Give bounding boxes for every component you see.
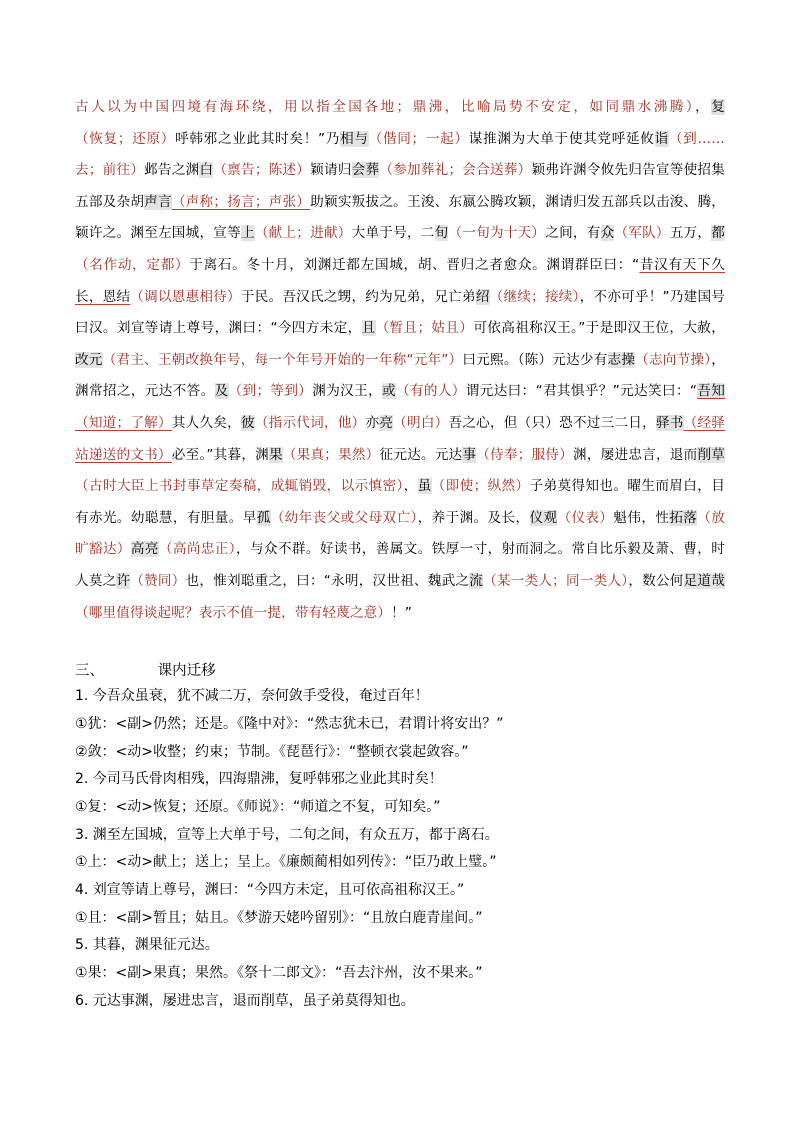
term-gloss: （到；等到） [228, 383, 313, 400]
passage-text: 谓元达曰：“君其惧乎？”元达笑曰：“ [465, 383, 698, 400]
exercise-sentence: 1. 今吾众虽衰，犹不减二万，奈何敛手受役，奄过百年！ [75, 688, 429, 705]
annotated-term: 高亮 [130, 541, 159, 558]
term-gloss: （偕同；一起） [368, 130, 469, 147]
word-explanation: ①犹：<副>仍然；还是。《隆中对》：“然志犹未已，君谓计将安出？” [75, 715, 504, 732]
passage-text: 魁伟，性 [613, 509, 670, 526]
passage-text: 必至。”其暮，渊 [171, 446, 269, 463]
annotated-term: 相与 [340, 130, 369, 147]
passage-text: 其人久矣， [171, 414, 241, 431]
annotated-term: 驿书 [655, 414, 684, 431]
word-explanation: ①且：<副>暂且；姑且。《梦游天姥吟留别》：“且放白鹿青崖间。” [75, 909, 483, 926]
term-gloss: （赞同） [130, 572, 186, 589]
term-gloss: （哪里值得谈起呢？表示不值一提，带有轻蔑之意） [75, 604, 392, 621]
passage-text: 也，惟刘聪重之，曰：“永明，汉世祖、魏武之 [185, 572, 470, 589]
passage-text: 于民。吾汉氏之甥，约为兄弟，兄亡弟 [240, 288, 476, 305]
term-gloss: （名作动，定都） [75, 256, 190, 273]
annotated-term: 果 [268, 446, 283, 463]
exercise-sentence: 6. 元达事渊，屡进忠言，退而削草，虽子弟莫得知也。 [75, 992, 415, 1009]
term-gloss: （即使；纵然） [431, 478, 530, 495]
term-gloss: （恢复；还原） [75, 130, 176, 147]
term-gloss: （一旬为十天） [448, 225, 546, 242]
term-gloss: （军队） [614, 225, 670, 242]
annotated-term: 及 [214, 383, 229, 400]
annotated-term: 绍 [475, 288, 490, 305]
section-number: 三、 [75, 663, 104, 680]
transfer-exercise-list [75, 683, 725, 1015]
passage-text: 子弟莫得知也。曜生而眉白，目有赤光。幼聪慧，有胆量。早 [75, 478, 725, 526]
term-gloss: （高尚忠正） [158, 541, 236, 558]
exercise-sentence: 4. 刘宣等请上尊号，渊曰：“今四方未定，且可依高祖称汉王。” [75, 882, 465, 899]
annotated-term: 彼 [240, 414, 255, 431]
passage-text: 渊为汉王， [312, 383, 383, 400]
term-gloss: （某一类人；同一类人） [483, 572, 629, 589]
passage-text: 曰元熙。（陈）元达少有 [462, 351, 608, 368]
term-gloss: （知道；了解） [75, 414, 172, 431]
exercise-sentence: 2. 今司马氏骨肉相残，四海鼎沸，复呼韩邪之业此其时矣！ [75, 771, 443, 788]
annotated-term: 上 [240, 225, 255, 242]
term-gloss: （明白） [393, 414, 449, 431]
annotated-term: 复 [711, 99, 725, 115]
term-gloss: （侍奉；服侍） [476, 446, 574, 463]
passage-text: 助颖实叛拔之。王浚、东嬴公腾攻颖，渊请归发五部兵以击浚、腾，颖许之。渊至左国城，宣等 [75, 193, 726, 242]
term-gloss: （暂且；姑且） [375, 320, 474, 337]
annotated-term: 改元 [75, 351, 103, 368]
passage-text: 颖弗许渊令攸先归告宣等使招集五部及杂胡 [75, 162, 725, 210]
annotated-term: 都 [711, 225, 726, 242]
passage-text: ，养于渊。及长， [417, 509, 530, 526]
word-explanation: ①上：<动>献上；送上；呈上。《廉颇蔺相如列传》：“臣乃敢上璧。” [75, 854, 497, 871]
term-gloss: （君主、王朝改换年号，每一个年号开始的一年称“元年”） [102, 351, 463, 368]
term-gloss: （有的人） [396, 383, 466, 400]
passage-text: 呼韩邪之业此其时矣！”乃 [175, 130, 341, 147]
annotated-term: 孤 [256, 509, 271, 526]
passage-text: 五万， [669, 225, 712, 242]
document-page [75, 92, 725, 1016]
term-gloss: （到……去；前往） [75, 130, 725, 179]
annotated-term: 事 [462, 446, 477, 463]
annotated-term: 流 [469, 572, 484, 589]
passage-text: 昔汉有天下久长，恩结 [75, 256, 726, 305]
passage-text: 吾之心，但（只）恐不过三二日， [448, 414, 656, 431]
annotated-term: 削草 [697, 446, 726, 463]
term-gloss: （禀告；陈述） [213, 162, 311, 179]
term-gloss: （指示代词，他） [254, 414, 366, 431]
passage-text: ， [695, 99, 712, 115]
annotated-passage [75, 92, 725, 629]
passage-text: ，不亦可乎！”乃建国号曰汉。刘宣等请上尊号，渊曰：“今四方未定， [75, 288, 726, 337]
term-gloss: 古人以为中国四境有海环绕，用以指全国各地；鼎沸，比喻局势不安定，如同鼎水沸腾） [75, 99, 696, 115]
term-gloss: （继续；接续） [489, 288, 580, 305]
term-gloss: （仪表） [557, 509, 614, 526]
passage-text: ，数公何 [628, 572, 684, 589]
annotated-term: 足道哉 [683, 572, 725, 589]
annotated-term: 旬 [434, 225, 449, 242]
term-gloss: （献上；进献） [254, 225, 352, 242]
annotated-term: 志操 [607, 351, 636, 368]
exercise-sentence: 5. 其暮，渊果征元达。 [75, 937, 219, 954]
annotated-term: 且 [361, 320, 376, 337]
annotated-term: 或 [382, 383, 397, 400]
annotated-term: 拓落 [669, 509, 698, 526]
annotated-term: 众 [600, 225, 615, 242]
word-explanation: ②敛：<动>收整；约束；节制。《琵琶行》：“整顿衣裳起敛容。” [75, 743, 469, 760]
term-gloss: （果真；果然） [282, 446, 380, 463]
term-gloss: （声称；扬言；声张） [171, 193, 311, 210]
annotated-term: 声言 [144, 193, 172, 210]
annotated-term: 虽 [417, 478, 432, 495]
passage-text: 之间，有 [545, 225, 601, 242]
term-gloss: （幼年丧父或父母双亡） [270, 509, 418, 526]
term-gloss: （参加葬礼；会合送葬） [379, 162, 532, 179]
passage-text: 谋推渊为大单于使其党呼延攸 [468, 130, 655, 147]
word-explanation: ①果：<副>果真；果然。《祭十二郎文》：“吾去汴州，汝不果来。” [75, 965, 483, 982]
word-explanation: ①复：<动>恢复；还原。《师说》：“师道之不复，可知矣。” [75, 798, 441, 815]
annotated-term: 诣 [654, 130, 669, 147]
term-gloss: （古时大臣上书封事草定奏稿，成辄销毁，以示慎密） [75, 478, 404, 495]
annotated-term: 亮 [379, 414, 394, 431]
annotated-term: 白 [199, 162, 214, 179]
term-gloss: （志向节操） [635, 351, 712, 368]
passage-text: ，与众不群。好读书，善属文。铁厚一寸，射而洞之。常自比乐毅及萧、曹，时人莫之 [75, 541, 725, 589]
passage-text: 亦 [365, 414, 380, 431]
passage-text: 邺告之渊 [144, 162, 200, 179]
passage-text: ，渊常招之，元达不答。 [75, 351, 725, 400]
annotated-term: 吾知 [697, 383, 726, 400]
passage-text: ！” [391, 604, 413, 621]
passage-text: 可依高祖称汉王。”于是即汉王位，大赦， [473, 320, 726, 337]
term-gloss: （放旷豁达） [75, 509, 726, 558]
passage-text: 征元达。元达 [379, 446, 463, 463]
annotated-term: 许 [116, 572, 131, 589]
annotated-term: 会葬 [351, 162, 380, 179]
exercise-sentence: 3. 渊至左国城，宣等上大单于号，二旬之间，有众五万，都于离石。 [75, 826, 499, 843]
term-gloss: （调以恩惠相待） [130, 288, 241, 305]
passage-text: 大单于号，二 [351, 225, 435, 242]
section-heading [75, 659, 725, 683]
section-title: 课内迁移 [157, 663, 216, 680]
passage-text: ， [403, 478, 418, 495]
annotated-term: 仪观 [529, 509, 558, 526]
term-gloss: （经驿站递送的文书） [75, 414, 726, 463]
passage-text: 渊，屡进忠言，退而 [573, 446, 698, 463]
passage-text: 于离石。冬十月，刘渊迁都左国城，胡、晋归之者愈众。渊谓群臣曰：“ [189, 256, 640, 273]
passage-text: 颖请归 [310, 162, 352, 179]
